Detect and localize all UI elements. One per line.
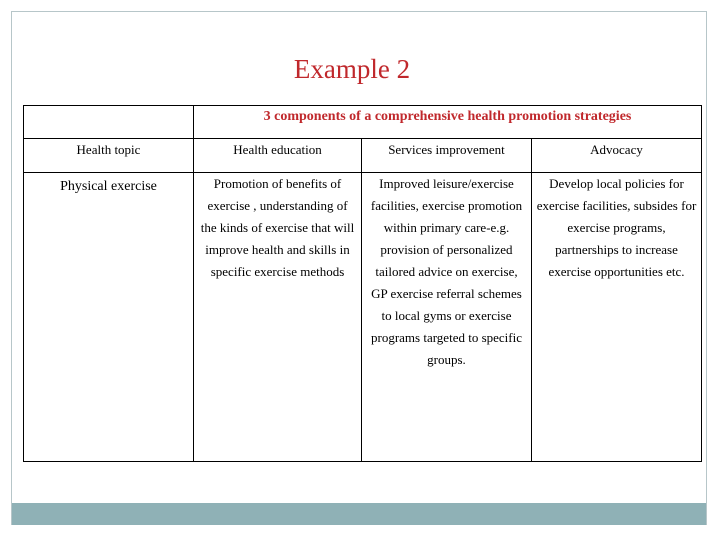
slide-title: Example 2 — [293, 54, 411, 84]
column-header-services-improvement: Services improvement — [362, 139, 532, 173]
table-banner-row — [24, 106, 702, 139]
cell-advocacy: Develop local policies for exercise facilities, subsides for exercise programs, partnerships to increase exercise opportunities etc. — [532, 173, 702, 462]
table-corner-cell — [24, 106, 194, 139]
table-banner: 3 components of a comprehensive health promotion strategies — [194, 106, 702, 139]
table-header-row — [24, 139, 702, 173]
column-header-advocacy: Advocacy — [532, 139, 702, 173]
table-row — [24, 173, 702, 462]
footer-bar — [12, 503, 706, 525]
cell-services-improvement: Improved leisure/exercise facilities, exercise promotion within primary care-e.g. provision of personalized tailored advice on exercise, GP exercise referral schemes to local gyms or exercise programs targeted to specific groups. — [362, 173, 532, 462]
health-promotion-table — [23, 105, 702, 462]
cell-health-education: Promotion of benefits of exercise , understanding of the kinds of exercise that will improve health and skills in specific exercise methods — [194, 173, 362, 462]
cell-topic: Physical exercise — [24, 173, 194, 462]
column-header-health-education: Health education — [194, 139, 362, 173]
column-header-health-topic: Health topic — [24, 139, 194, 173]
